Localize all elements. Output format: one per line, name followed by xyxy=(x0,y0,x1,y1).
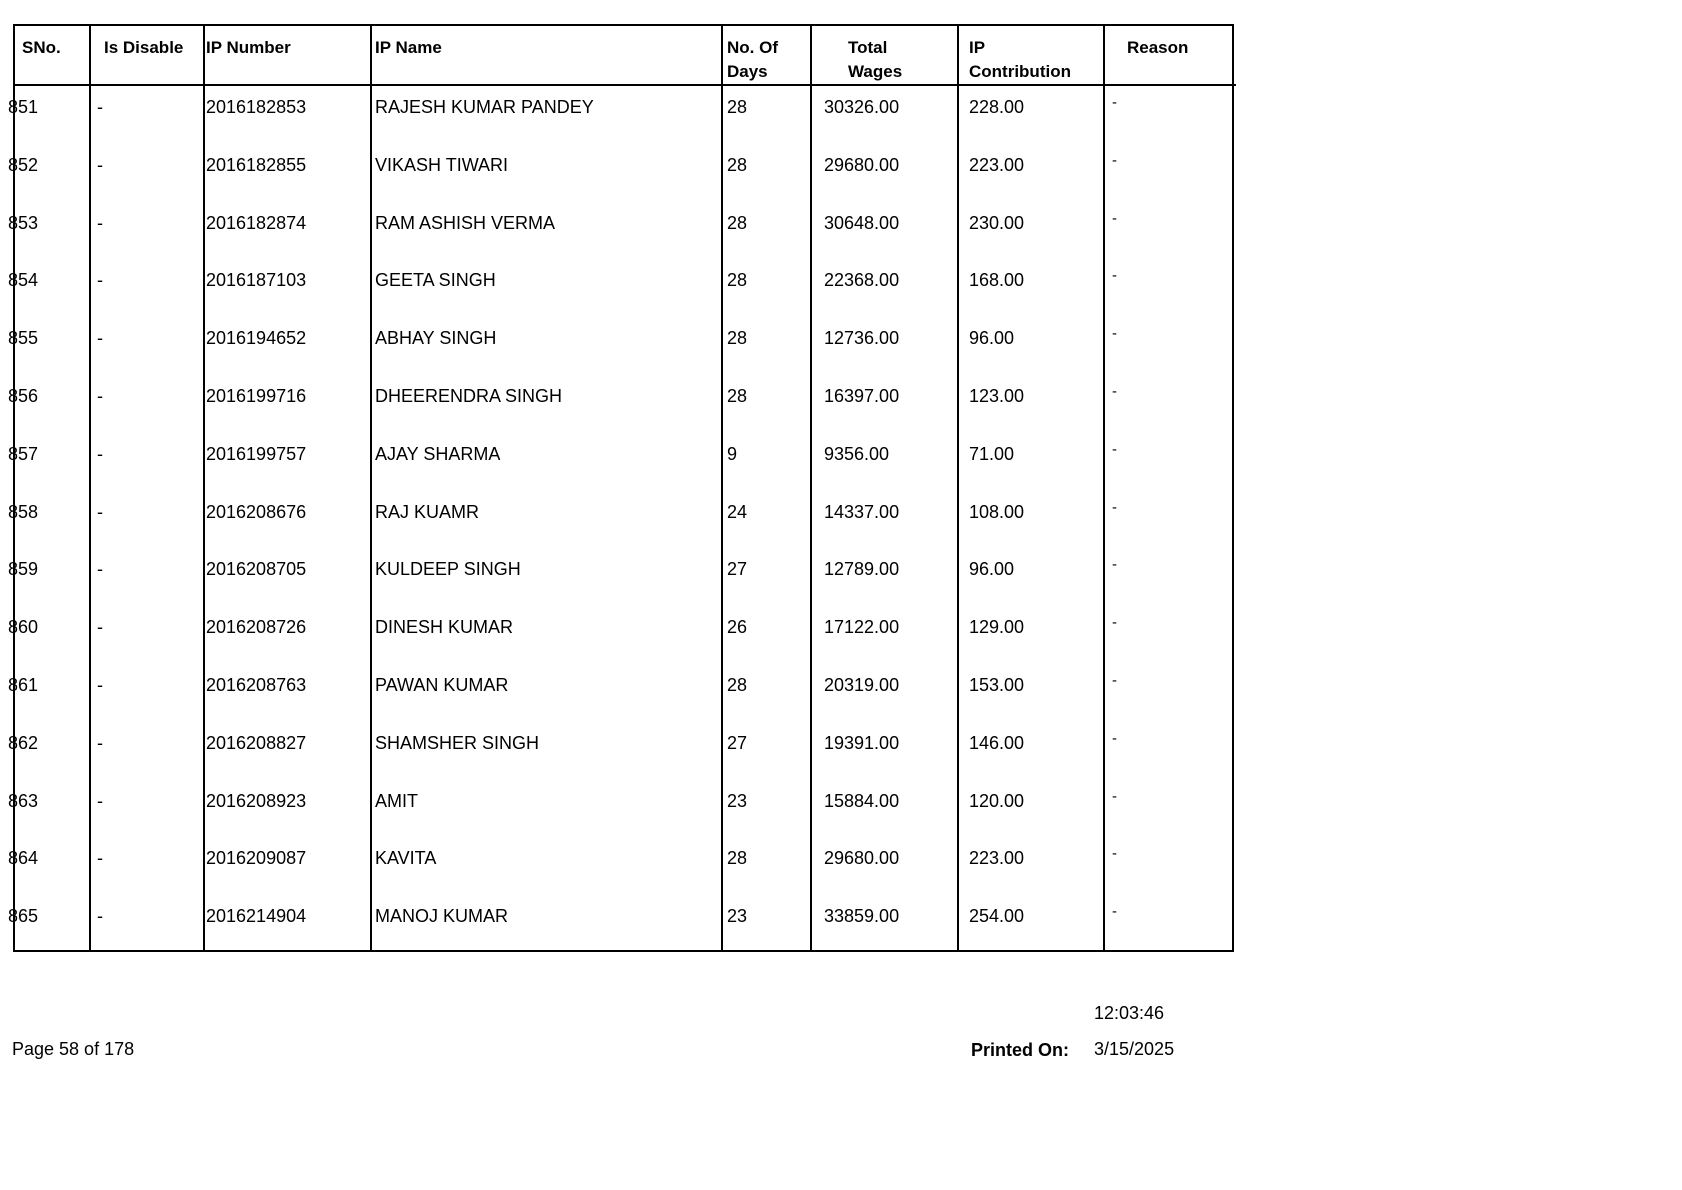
wages-cell: 17122.00 xyxy=(824,617,900,638)
contribution-cell: 254.00 xyxy=(969,906,1025,927)
is-disable-cell: - xyxy=(97,848,103,869)
sno-cell: 853 xyxy=(8,212,39,233)
table-row xyxy=(0,664,1240,722)
sno-cell: 857 xyxy=(8,443,39,464)
days-cell: 28 xyxy=(727,328,748,349)
sno-cell: 851 xyxy=(8,97,39,117)
days-cell: 24 xyxy=(727,501,748,522)
table-body xyxy=(0,86,1240,953)
is-disable-cell: - xyxy=(97,328,103,349)
table-row xyxy=(0,317,1240,375)
header-ip-number: IP Number xyxy=(206,38,291,57)
ip-number-cell: 2016208676 xyxy=(206,501,307,522)
table-row xyxy=(0,375,1240,433)
wages-cell: 20319.00 xyxy=(824,674,900,695)
wages-cell: 30648.00 xyxy=(824,212,900,233)
is-disable-cell: - xyxy=(97,559,103,580)
days-cell: 27 xyxy=(727,559,748,580)
wages-cell: 30326.00 xyxy=(824,97,900,117)
is-disable-cell: - xyxy=(97,617,103,638)
is-disable-cell: - xyxy=(97,443,103,464)
ip-name-cell: ABHAY SINGH xyxy=(375,328,497,349)
days-cell: 28 xyxy=(727,270,748,291)
is-disable-cell: - xyxy=(97,906,103,927)
ip-number-cell: 2016187103 xyxy=(206,270,307,291)
reason-cell: - xyxy=(1112,903,1117,921)
wages-cell: 12736.00 xyxy=(824,328,900,349)
is-disable-cell: - xyxy=(97,732,103,753)
contribution-cell: 168.00 xyxy=(969,270,1025,291)
reason-cell: - xyxy=(1112,209,1117,227)
days-cell: 28 xyxy=(727,154,748,175)
wages-cell: 16397.00 xyxy=(824,385,900,406)
ip-number-cell: 2016208763 xyxy=(206,674,307,695)
ip-number-cell: 2016208827 xyxy=(206,732,307,753)
reason-cell: - xyxy=(1112,498,1117,516)
ip-number-cell: 2016199716 xyxy=(206,385,307,406)
ip-name-cell: RAJ KUAMR xyxy=(375,501,480,522)
ip-number-cell: 2016209087 xyxy=(206,848,307,869)
reason-cell: - xyxy=(1112,94,1117,111)
is-disable-cell: - xyxy=(97,154,103,175)
wages-cell: 19391.00 xyxy=(824,732,900,753)
header-total-wages-line2: Wages xyxy=(848,62,903,81)
is-disable-cell: - xyxy=(97,212,103,233)
days-cell: 27 xyxy=(727,732,748,753)
ip-name-cell: SHAMSHER SINGH xyxy=(375,732,540,753)
table-row xyxy=(0,491,1240,549)
days-cell: 9 xyxy=(727,443,738,464)
sno-cell: 859 xyxy=(8,559,39,580)
sno-cell: 865 xyxy=(8,906,39,927)
sno-cell: 862 xyxy=(8,732,39,753)
sno-cell: 855 xyxy=(8,328,39,349)
ip-number-cell: 2016182874 xyxy=(206,212,307,233)
ip-number-cell: 2016194652 xyxy=(206,328,307,349)
ip-number-cell: 2016208726 xyxy=(206,617,307,638)
contribution-cell: 108.00 xyxy=(969,501,1025,522)
days-cell: 23 xyxy=(727,790,748,811)
days-cell: 28 xyxy=(727,97,748,117)
reason-cell: - xyxy=(1112,382,1117,400)
wages-cell: 33859.00 xyxy=(824,906,900,927)
contribution-cell: 223.00 xyxy=(969,154,1025,175)
header-reason: Reason xyxy=(1127,38,1189,57)
sno-cell: 864 xyxy=(8,848,39,869)
is-disable-cell: - xyxy=(97,501,103,522)
reason-cell: - xyxy=(1112,845,1117,863)
header-total-wages xyxy=(848,36,902,84)
table-row xyxy=(0,548,1240,606)
table-row xyxy=(0,202,1240,260)
contribution-cell: 96.00 xyxy=(969,328,1015,349)
header-ip-contribution-line1: IP xyxy=(969,38,986,57)
contribution-cell: 129.00 xyxy=(969,617,1025,638)
sno-cell: 858 xyxy=(8,501,39,522)
ip-name-cell: MANOJ KUMAR xyxy=(375,906,509,927)
wages-cell: 29680.00 xyxy=(824,154,900,175)
sno-cell: 856 xyxy=(8,385,39,406)
sno-cell: 854 xyxy=(8,270,39,291)
reason-cell: - xyxy=(1112,325,1117,343)
ip-number-cell: 2016182855 xyxy=(206,154,307,175)
table-row xyxy=(0,837,1240,895)
reason-cell: - xyxy=(1112,671,1117,689)
table-row xyxy=(0,86,1240,144)
sno-cell: 863 xyxy=(8,790,39,811)
printed-on-label: Printed On: xyxy=(971,1040,1069,1060)
reason-cell: - xyxy=(1112,267,1117,285)
contribution-cell: 146.00 xyxy=(969,732,1025,753)
ip-number-cell: 2016199757 xyxy=(206,443,307,464)
ip-name-cell: GEETA SINGH xyxy=(375,270,496,291)
ip-number-cell: 2016208923 xyxy=(206,790,307,811)
contribution-cell: 230.00 xyxy=(969,212,1025,233)
header-ip-contribution-line2: Contribution xyxy=(969,62,1071,81)
days-cell: 28 xyxy=(727,385,748,406)
reason-cell: - xyxy=(1112,614,1117,632)
wages-cell: 9356.00 xyxy=(824,443,890,464)
table-row xyxy=(0,606,1240,664)
sno-cell: 852 xyxy=(8,154,39,175)
contribution-cell: 228.00 xyxy=(969,97,1025,117)
table-row xyxy=(0,433,1240,491)
contribution-cell: 71.00 xyxy=(969,443,1015,464)
days-cell: 26 xyxy=(727,617,748,638)
header-no-of-days-line2: Days xyxy=(727,62,768,81)
ip-name-cell: AMIT xyxy=(375,790,418,811)
wages-cell: 15884.00 xyxy=(824,790,900,811)
header-is-disable: Is Disable xyxy=(104,38,184,57)
header-ip-name: IP Name xyxy=(375,38,442,57)
sno-cell: 861 xyxy=(8,674,39,695)
ip-name-cell: DINESH KUMAR xyxy=(375,617,514,638)
is-disable-cell: - xyxy=(97,97,103,117)
wages-cell: 14337.00 xyxy=(824,501,900,522)
table-row xyxy=(0,895,1240,953)
table-row xyxy=(0,144,1240,202)
ip-name-cell: KULDEEP SINGH xyxy=(375,559,521,580)
sno-cell: 860 xyxy=(8,617,39,638)
ip-number-cell: 2016208705 xyxy=(206,559,307,580)
is-disable-cell: - xyxy=(97,385,103,406)
page-number: Page 58 of 178 xyxy=(12,1039,135,1059)
wages-cell: 12789.00 xyxy=(824,559,900,580)
header-no-of-days xyxy=(727,36,778,84)
reason-cell: - xyxy=(1112,729,1117,747)
days-cell: 23 xyxy=(727,906,748,927)
ip-number-cell: 2016214904 xyxy=(206,906,307,927)
reason-cell: - xyxy=(1112,151,1117,169)
ip-name-cell: AJAY SHARMA xyxy=(375,443,501,464)
days-cell: 28 xyxy=(727,674,748,695)
print-date: 3/15/2025 xyxy=(1094,1039,1175,1059)
days-cell: 28 xyxy=(727,212,748,233)
reason-cell: - xyxy=(1112,440,1117,458)
contribution-cell: 153.00 xyxy=(969,674,1025,695)
table-row xyxy=(0,259,1240,317)
days-cell: 28 xyxy=(727,848,748,869)
wages-cell: 22368.00 xyxy=(824,270,900,291)
ip-name-cell: DHEERENDRA SINGH xyxy=(375,385,563,406)
table-row xyxy=(0,780,1240,838)
contribution-cell: 123.00 xyxy=(969,385,1025,406)
table-row xyxy=(0,722,1240,780)
reason-cell: - xyxy=(1112,787,1117,805)
header-total-wages-line1: Total xyxy=(848,38,888,57)
ip-number-cell: 2016182853 xyxy=(206,97,307,117)
contribution-cell: 223.00 xyxy=(969,848,1025,869)
header-no-of-days-line1: No. Of xyxy=(727,38,778,57)
contribution-cell: 120.00 xyxy=(969,790,1025,811)
ip-name-cell: KAVITA xyxy=(375,848,437,869)
reason-cell: - xyxy=(1112,556,1117,574)
is-disable-cell: - xyxy=(97,674,103,695)
wages-cell: 29680.00 xyxy=(824,848,900,869)
print-time: 12:03:46 xyxy=(1094,1003,1165,1023)
contribution-cell: 96.00 xyxy=(969,559,1015,580)
is-disable-cell: - xyxy=(97,790,103,811)
ip-name-cell: PAWAN KUMAR xyxy=(375,674,509,695)
is-disable-cell: - xyxy=(97,270,103,291)
ip-name-cell: RAJESH KUMAR PANDEY xyxy=(375,97,594,117)
ip-name-cell: RAM ASHISH VERMA xyxy=(375,212,556,233)
header-sno: SNo. xyxy=(22,38,61,57)
ip-name-cell: VIKASH TIWARI xyxy=(375,154,509,175)
header-ip-contribution xyxy=(969,36,1071,84)
